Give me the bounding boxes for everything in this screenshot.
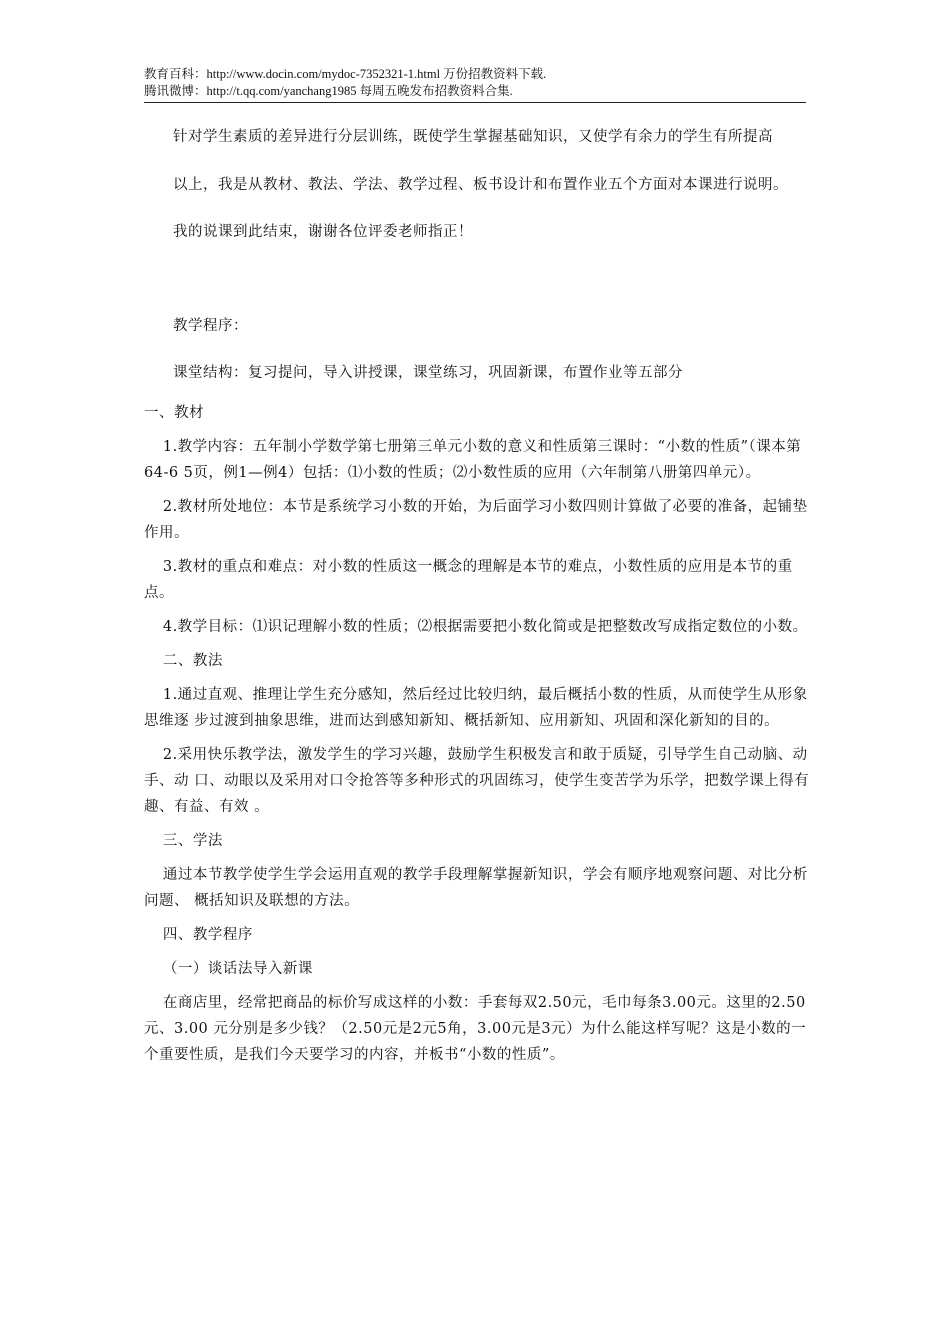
paragraph-teaching-goals: 4.教学目标：⑴识记理解小数的性质；⑵根据需要把小数化简或是把整数改写成指定数位的小数。 <box>162 619 808 635</box>
paragraph-method-2: 2.采用快乐教学法，激发学生的学习兴趣，鼓励学生积极发言和敢于质疑，引导学生自己动脑、动手、动 口、动眼以及采用对口令抢答等多种形式的巩固练习，使学生变苦学为乐学，把数学课上得有趣、有益、有效 。 <box>144 747 810 815</box>
page-header <box>144 66 805 100</box>
paragraph-layered-training: 针对学生素质的差异进行分层训练，既使学生掌握基础知识，又使学有余力的学生有所提高 <box>173 129 773 145</box>
paragraph-teaching-content: 1.教学内容：五年制小学数学第七册第三单元小数的意义和性质第三课时：“小数的性质”（课本第64-6 5页，例1—例4）包括：⑴小数的性质；⑵小数性质的应用（六年制第八册第四单元）。 <box>144 439 802 481</box>
paragraph-key-points: 3.教材的重点和难点：对小数的性质这一概念的理解是本节的难点，小数性质的应用是本节的重点。 <box>144 559 793 601</box>
header-line-weibo: 腾讯微博：http://t.qq.com/yanchang1985 每周五晚发布招教资料合集. <box>144 84 513 98</box>
heading-teaching-procedure: 教学程序： <box>173 318 248 334</box>
heading-subsection-intro: （一）谈话法导入新课 <box>162 961 313 977</box>
paragraph-summary: 以上，我是从教材、教法、学法、教学过程、板书设计和布置作业五个方面对本课进行说明。 <box>173 177 788 193</box>
document-body <box>144 124 812 1068</box>
heading-section-2-methods: 二、教法 <box>162 653 223 669</box>
paragraph-learning-method: 通过本节教学使学生学会运用直观的教学手段理解掌握新知识，学会有顺序地观察问题、对比分析问题、 概括知识及联想的方法。 <box>144 867 808 909</box>
paragraph-closing: 我的说课到此结束，谢谢各位评委老师指正！ <box>173 224 473 240</box>
paragraph-store-example: 在商店里，经常把商品的标价写成这样的小数：手套每双2.50元，毛巾每条3.00元。这里的2.50元、3.00 元分别是多少钱？（2.50元是2元5角，3.00元是3元）为什么能这样写呢？这是小数的一个重要性质，是我们今天要学习的内容，并板书“小数的性质”。 <box>144 995 807 1063</box>
header-rule <box>144 102 806 103</box>
heading-section-1-textbook: 一、教材 <box>144 405 204 421</box>
heading-section-4-procedure: 四、教学程序 <box>162 927 253 943</box>
paragraph-class-structure: 课堂结构：复习提问，导入讲授课，课堂练习，巩固新课，布置作业等五部分 <box>173 365 683 381</box>
header-line-docin: 教育百科：http://www.docin.com/mydoc-7352321-1.html 万份招教资料下载. <box>144 67 547 81</box>
paragraph-method-1: 1.通过直观、推理让学生充分感知，然后经过比较归纳，最后概括小数的性质，从而使学生从形象思维逐 步过渡到抽象思维，进而达到感知新知、概括新知、应用新知、巩固和深化新知的目的。 <box>144 687 808 729</box>
paragraph-textbook-position: 2.教材所处地位：本节是系统学习小数的开始，为后面学习小数四则计算做了必要的准备，起铺垫作用。 <box>144 499 808 541</box>
heading-section-3-learning: 三、学法 <box>162 833 223 849</box>
